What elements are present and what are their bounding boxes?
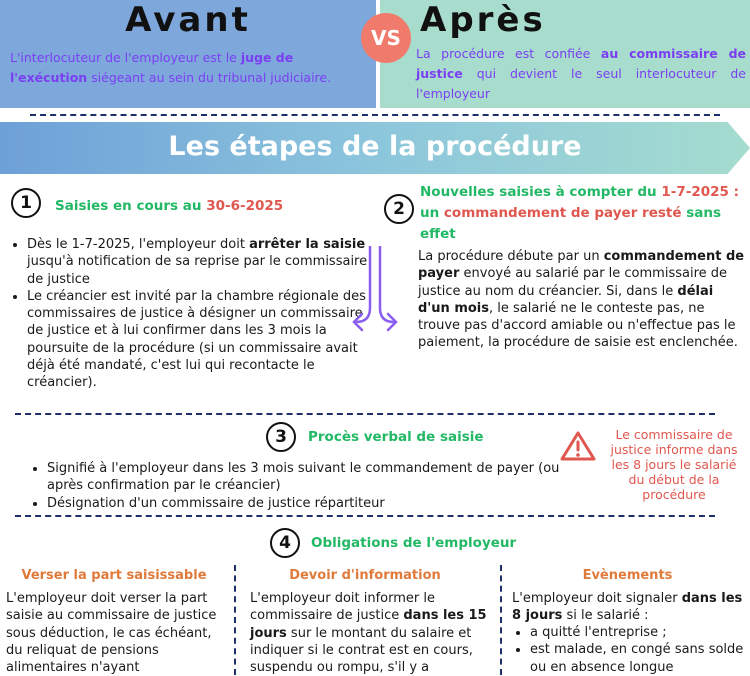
col2-text: L'employeur doit informer le commissaire de justice dans les 15 jours sur le montant du salaire et indiquer si le contrat est en cours, suspendu ou rompu, s'il y a (250, 591, 487, 676)
avant-title: Avant (125, 0, 251, 40)
step3-title: Procès verbal de saisie (308, 429, 484, 445)
step2-text: La procédure débute par un commandement de payer envoyé au salarié par le commissaire de justice au nom du créancier. Si, dans le délai d'un mois, le salarié ne le conteste pas, ne trouve pas d'accord amiable ou n'effectue pas le paiement, la procédure de saisie est enclenchée. (418, 249, 745, 351)
apres-title: Après (420, 0, 546, 40)
col3-title: Evènements (582, 568, 673, 583)
step1-bullet: • Dès le 1-7-2025, l'employeur doit arrêter la saisie jusqu'à notification de sa reprise par le commissaire de justice (27, 236, 372, 288)
step3-warning-text: Le commissaire de justice informe dans les 8 jours le salarié du début de la procédure (610, 427, 738, 502)
step1-list (7, 236, 372, 392)
divider-step3 (15, 413, 715, 415)
divider-top (30, 114, 720, 116)
step1-number-icon: 1 (11, 188, 41, 218)
col1-title: Verser la part saisissable (21, 568, 207, 583)
step2-title: Nouvelles saisies à compter du 1-7-2025 : un commandement de payer resté sans effet (420, 184, 740, 242)
step2-number-icon: 2 (384, 194, 414, 224)
step4-title: Obligations de l'employeur (311, 535, 517, 551)
divider-step4 (15, 515, 715, 517)
col-divider-1 (234, 565, 236, 675)
step3-list (27, 460, 562, 512)
col3-list (512, 624, 750, 676)
col1-text: L'employeur doit verser la part saisie au commissaire de justice sous déduction, le cas échéant, du reliquat de pensions alimentaires n'ayant (6, 591, 217, 676)
step1-bullet: • Le créancier est invité par la chambre régionale des commissaires de justice à désigner un commissaire de justice et à lui confirmer dans les 3 mois la poursuite de la procédure (si un commissaire avait déjà été mandaté, c'est lui qui recontacte le créancier). (27, 288, 372, 392)
vs-badge: VS (361, 13, 411, 63)
col3-bullet: • a quitté l'entreprise ; (530, 624, 750, 641)
avant-text: L'interlocuteur de l'employeur est le juge de l'exécution siégeant au sein du tribunal judiciaire. (10, 50, 332, 85)
warning-icon (560, 430, 596, 462)
col3-bullet: • est malade, en congé sans solde ou en absence longue (530, 641, 750, 676)
col2-title: Devoir d'information (289, 568, 441, 583)
step3-bullet: • Signifié à l'employeur dans les 3 mois suivant le commandement de payer (ou après confirmation par le créancier) (47, 460, 562, 495)
col3-text: L'employeur doit signaler dans les 8 jours si le salarié : (512, 591, 743, 624)
step3-bullet: • Désignation d'un commissaire de justice répartiteur (47, 495, 562, 512)
steps-title: Les étapes de la procédure (168, 131, 582, 162)
step4-number-icon: 4 (270, 528, 300, 558)
col-divider-2 (500, 565, 502, 675)
step1-title: Saisies en cours au 30-6-2025 (55, 198, 284, 214)
convergence-arrows-icon (348, 242, 404, 338)
apres-text: La procédure est confiée au commissaire de justice qui devient le seul interlocuteur de l'employeur (416, 46, 746, 101)
step3-number-icon: 3 (266, 422, 296, 452)
